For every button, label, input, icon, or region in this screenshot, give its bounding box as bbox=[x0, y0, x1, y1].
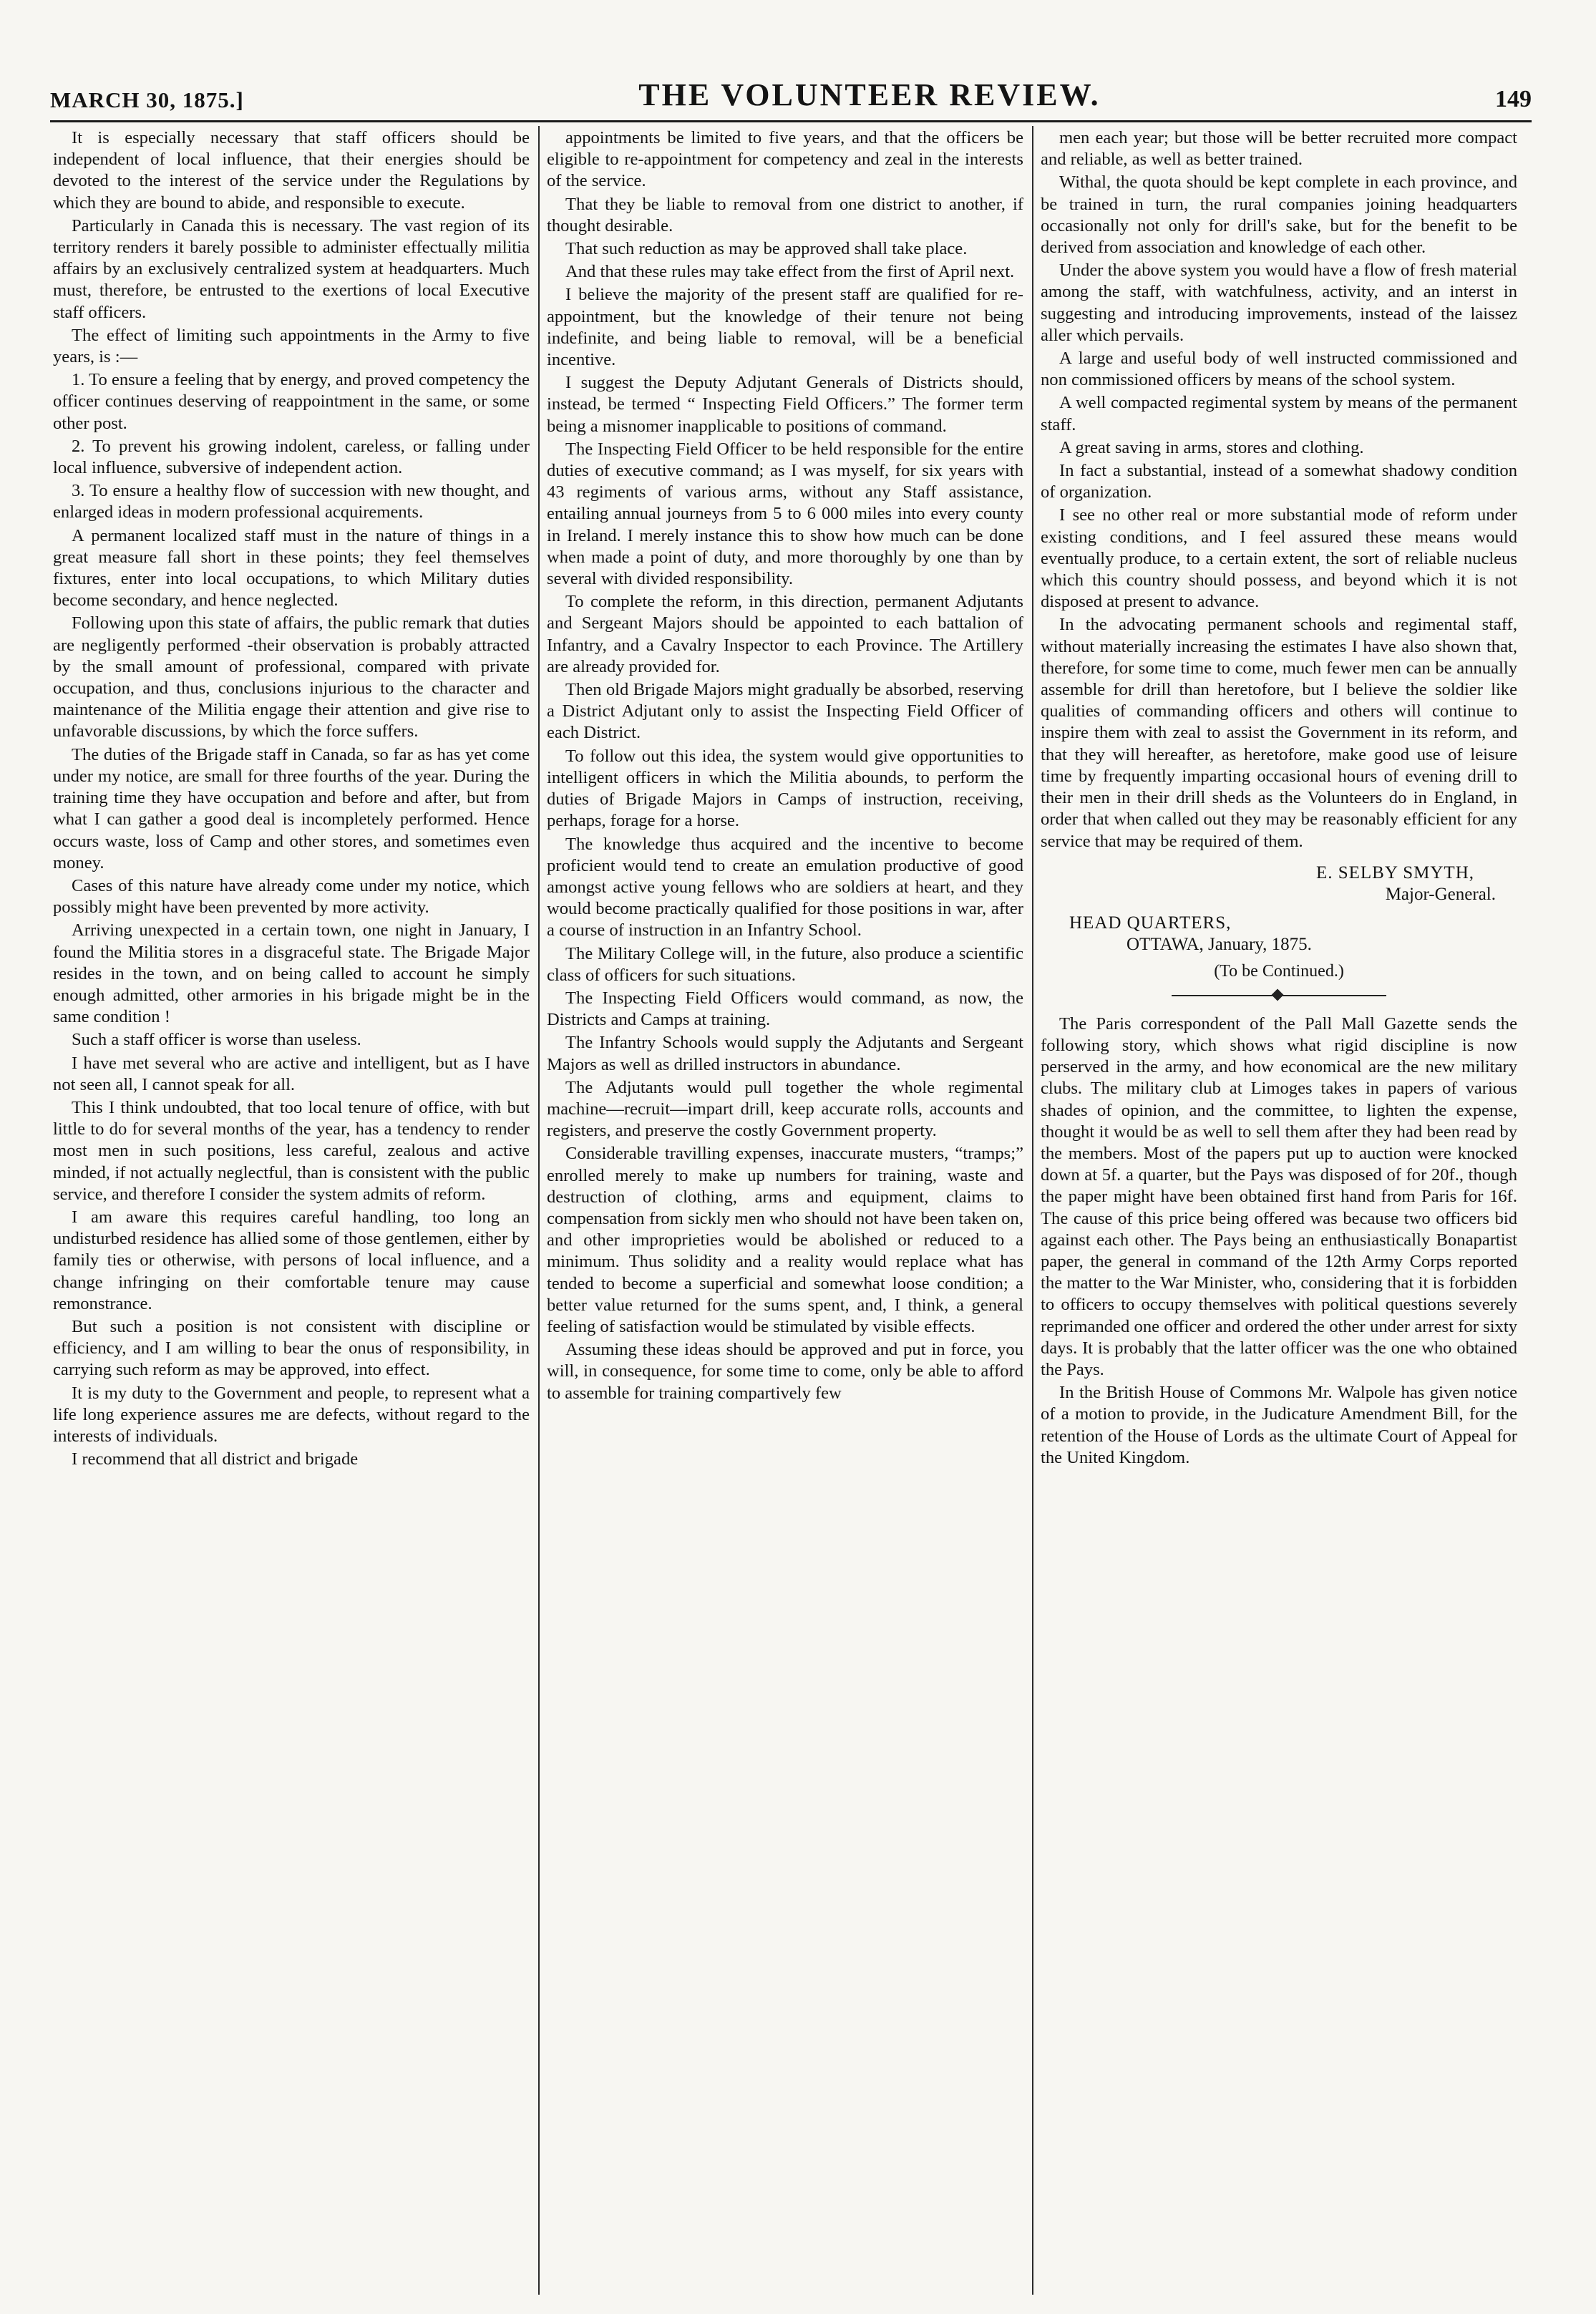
paragraph: The duties of the Brigade staff in Canada, so far as has yet come under my notice, are small for three fourths of the year. During the training time they have occupation and before and after, but from what I can gather a good deal is incompletely performed. Hence occurs waste, loss of Camp and other stores, and sometimes even money. bbox=[53, 744, 530, 872]
paragraph: A great saving in arms, stores and clothing. bbox=[1059, 437, 1364, 457]
paragraph: Arriving unexpected in a certain town, one night in January, I found the Militia stores in a disgraceful state. The Brigade Major resides in the town, and on being called to account he simply enough admitted, other armories in his brigade might be in the same condition ! bbox=[53, 920, 530, 1027]
paragraph: Following upon this state of affairs, the public remark that duties are negligently performed -their observation is probably attracted by the small amount of professional, compared with private occupation, and thus, conclusions injurious to the character and maintenance of the Militia engage their attention and give rise to unfavorable discussions, by which the force suffers. bbox=[53, 613, 530, 742]
paragraph: 3. To ensure a healthy flow of succession with new thought, and enlarged ideas in modern professional acquirements. bbox=[53, 481, 530, 522]
paragraph: Cases of this nature have already come under my notice, which possibly might have been prevented by more activity. bbox=[53, 875, 530, 918]
dateline-place: HEAD QUARTERS, bbox=[1069, 913, 1232, 933]
paragraph: Then old Brigade Majors might gradually be absorbed, reserving a District Adjutant only to assist the Inspecting Field Officer of each District. bbox=[547, 680, 1023, 743]
paragraph: 1. To ensure a feeling that by energy, and proved competency the officer continues deserving of reappointment in the same, or some other post. bbox=[53, 370, 530, 433]
paragraph: Such a staff officer is worse than useless. bbox=[72, 1030, 361, 1050]
page-number: 149 bbox=[1495, 86, 1532, 112]
paragraph: Assuming these ideas should be approved and put in force, you will, in consequence, for some time to come, only be able to afford to assemble for training compartively few bbox=[547, 1340, 1023, 1403]
paragraph: I am aware this requires careful handling, too long an undisturbed residence has allied some of those gentlemen, either by family ties or otherwise, with persons of local influence, and a change infringing on their comfortable tenure may cause remonstrance. bbox=[53, 1207, 530, 1313]
publication-title: THE VOLUNTEER REVIEW. bbox=[638, 77, 1101, 112]
column-3-news-items bbox=[1041, 1013, 1517, 1469]
paragraph: The knowledge thus acquired and the incentive to become proficient would tend to create an emulation productive of good amongst active young fellows who are soldiers at heart, and they would become practically qualified for those positions in war, after a course of instruction in an Infantry School. bbox=[547, 834, 1023, 940]
issue-date: MARCH 30, 1875.] bbox=[50, 87, 244, 112]
paragraph: I have met several who are active and intelligent, but as I have not seen all, I cannot speak for all. bbox=[53, 1053, 530, 1094]
paragraph: Under the above system you would have a flow of fresh material among the staff, with watchfulness, activity, and an interst in suggesting and introducing improvements, instead of the laissez aller which pervails. bbox=[1041, 261, 1517, 345]
signature-rank: Major-General. bbox=[1385, 884, 1496, 904]
paragraph: In fact a substantial, instead of a somewhat shadowy condition of organization. bbox=[1041, 461, 1517, 502]
paragraph: It is especially necessary that staff officers should be independent of local influence, that their energies should be devoted to the interest of the service under the Regulations by which they are bound to abide, and responsible to execute. bbox=[53, 128, 530, 213]
paragraph: I believe the majority of the present staff are qualified for re-appointment, but the knowledge of their tenure not being indefinite, and being liable to removal, will be a beneficial incentive. bbox=[547, 285, 1023, 370]
paragraph: Withal, the quota should be kept complete in each province, and be trained in turn, the rural companies joining headquarters occasionally not only for drill's sake, but for the benefit to be derived from association and knowledge of each other. bbox=[1041, 172, 1517, 258]
paragraph: A well compacted regimental system by means of the permanent staff. bbox=[1041, 393, 1517, 434]
paragraph: A large and useful body of well instructed commissioned and non commissioned officers by means of the school system. bbox=[1041, 349, 1517, 390]
paragraph: That they be liable to removal from one district to another, if thought desirable. bbox=[547, 194, 1023, 235]
paragraph: The Inspecting Field Officers would command, as now, the Districts and Camps at training. bbox=[547, 988, 1023, 1030]
paragraph: The Military College will, in the future, also produce a scientific class of officers for such situations. bbox=[547, 943, 1023, 985]
paragraph: I suggest the Deputy Adjutant Generals of Districts should, instead, be termed “ Inspecting Field Officers.” The former term being a misnomer inapplicable to positions of command. bbox=[547, 373, 1023, 436]
paragraph: To complete the reform, in this direction, permanent Adjutants and Sergeant Majors should be appointed to each battalion of Infantry, and a Cavalry Inspector to each Province. The Artillery are already provided for. bbox=[547, 592, 1023, 676]
paragraph: men each year; but those will be better recruited more compact and reliable, as well as better trained. bbox=[1041, 128, 1517, 170]
paragraph: This I think undoubted, that too local tenure of office, with but little to do for several months of the year, has a tendency to render most men in such positions, less careful, zealous and active minded, if not actually neglectful, than is consistent with the public service, and therefore I consider the system admits of reform. bbox=[53, 1097, 530, 1204]
paragraph: And that these rules may take effect from the first of April next. bbox=[565, 262, 1015, 282]
paragraph: The Paris correspondent of the Pall Mall Gazette sends the following story, which shows what rigid discipline is now perserved in the army, and how economical are the new military clubs. The military club at Limoges takes in papers of various shades of opinion, and the committee, to lighten the expense, thought it would be as well to sell them after they had been read by the members. Most of the papers put up to auction were knocked down at 5f. a quarter, but the Pays was disposed of for 20f., though the paper might have been obtained first hand from Paris for 16f. The cause of this price being offered was because two officers bid against each other. The Pays being an enthusiastically Bonapartist paper, the general in command of the 12th Army Corps reported the matter to the War Minister, who, considering that it is forbidden to officers to occupy themselves with political questions severely reprimanded one officer and ordered the other under arrest for sixty days. It is probably that the latter officer was the one who obtained the Pays. bbox=[1041, 1013, 1517, 1379]
section-divider bbox=[1172, 995, 1386, 996]
paragraph: The Adjutants would pull together the whole regimental machine—recruit—impart drill, keep accurate rolls, accounts and registers, and preserve the costly Government property. bbox=[547, 1077, 1023, 1141]
paragraph: A permanent localized staff must in the nature of things in a great measure fall short in these points; they feel themselves fixtures, enter into local occupations, to which Military duties become secondary, and hence neglected. bbox=[53, 525, 530, 611]
paragraph: The Inspecting Field Officer to be held responsible for the entire duties of executive command; as I was myself, for six years with 43 regiments of various arms, without any Staff assistance, entailing annual journeys from 5 to 6 000 miles into every county in Ireland. I merely instance this to show how much can be done when made a point of duty, and more thoroughly by one than by several with divided responsibility. bbox=[547, 439, 1023, 589]
paragraph: That such reduction as may be approved shall take place. bbox=[565, 239, 968, 259]
paragraph: Considerable travilling expenses, inaccurate musters, “tramps;” enrolled merely to make up numbers for training, waste and destruction of clothing, arms and equipment, claims to compensation from sickly men who should not have been taken on, and other improprieties would be abolished or reduced to a minimum. Thus solidity and a reality would replace what has tended to become a superficial and somewhat loose condition; a better value returned for the sums spent, and, I think, a general feeling of satisfaction would be stimulated by visible effects. bbox=[547, 1144, 1023, 1336]
paragraph: I see no other real or more substantial mode of reform under existing conditions, and I feel assured these means would eventually produce, to a certain extent, the sort of reliable nucleus which this country should possess, and beyond which it is not disposed at present to advance. bbox=[1041, 505, 1517, 612]
paragraph: But such a position is not consistent with discipline or efficiency, and I am willing to bear the onus of responsibility, in carrying such reform as may be approved, into effect. bbox=[53, 1316, 530, 1380]
article-column-2 bbox=[547, 127, 1023, 2289]
paragraph: 2. To prevent his growing indolent, careless, or falling under local influence, subversive of independent action. bbox=[53, 436, 530, 478]
column-3-paragraphs bbox=[1041, 127, 1517, 852]
paragraph: Particularly in Canada this is necessary. The vast region of its territory renders it barely possible to administer effectually militia affairs by an exclusively centralized system at headquarters. Much must, therefore, be entrusted to the exertions of local Executive staff officers. bbox=[53, 215, 530, 322]
article-column-3 bbox=[1041, 127, 1517, 2289]
paragraph: To follow out this idea, the system would give opportunities to intelligent officers in which the Militia abounds, to perform the duties of Brigade Majors in Camps of instruction, receiving, perhaps, forage for a horse. bbox=[547, 746, 1023, 831]
page-header bbox=[50, 63, 1532, 122]
paragraph: I recommend that all district and brigade bbox=[72, 1449, 359, 1469]
paragraph: The effect of limiting such appointments in the Army to five years, is :— bbox=[53, 325, 530, 367]
column-rule bbox=[538, 126, 540, 2295]
paragraph: appointments be limited to five years, and that the officers be eligible to re-appointment for competency and zeal in the interests of the service. bbox=[547, 128, 1023, 191]
dateline-date: OTTAWA, January, 1875. bbox=[1127, 935, 1312, 955]
article-column-1 bbox=[53, 127, 530, 2289]
paragraph: It is my duty to the Government and people, to represent what a life long experience assures me are defects, without regard to the interests of individuals. bbox=[53, 1383, 530, 1446]
continued-note: (To be Continued.) bbox=[1214, 961, 1344, 981]
paragraph: The Infantry Schools would supply the Adjutants and Sergeant Majors as well as drilled instructors in abundance. bbox=[547, 1033, 1023, 1074]
paragraph: In the British House of Commons Mr. Walpole has given notice of a motion to provide, in the Judicature Amendment Bill, for the retention of the House of Lords as the ultimate Court of Appeal for the United Kingdom. bbox=[1041, 1383, 1517, 1467]
signature-name: E. SELBY SMYTH, bbox=[1315, 862, 1474, 883]
paragraph: In the advocating permanent schools and regimental staff, without materially increasing the estimates I have also shown that, therefore, for some time to come, much fewer men can be annually assemble for drill than heretofore, but I believe the soldier like qualities of commanding officers and others will continue to inspire them with zeal to assist the Government in its reform, and that they will hereafter, as heretofore, make good use of leisure time by frequently imparting occasional hours of evening drill to their men in their drill sheds as the Volunteers do in England, in order that when called out they may be reasonably efficient for any service that may be required of them. bbox=[1041, 615, 1517, 851]
column-rule bbox=[1032, 126, 1033, 2295]
